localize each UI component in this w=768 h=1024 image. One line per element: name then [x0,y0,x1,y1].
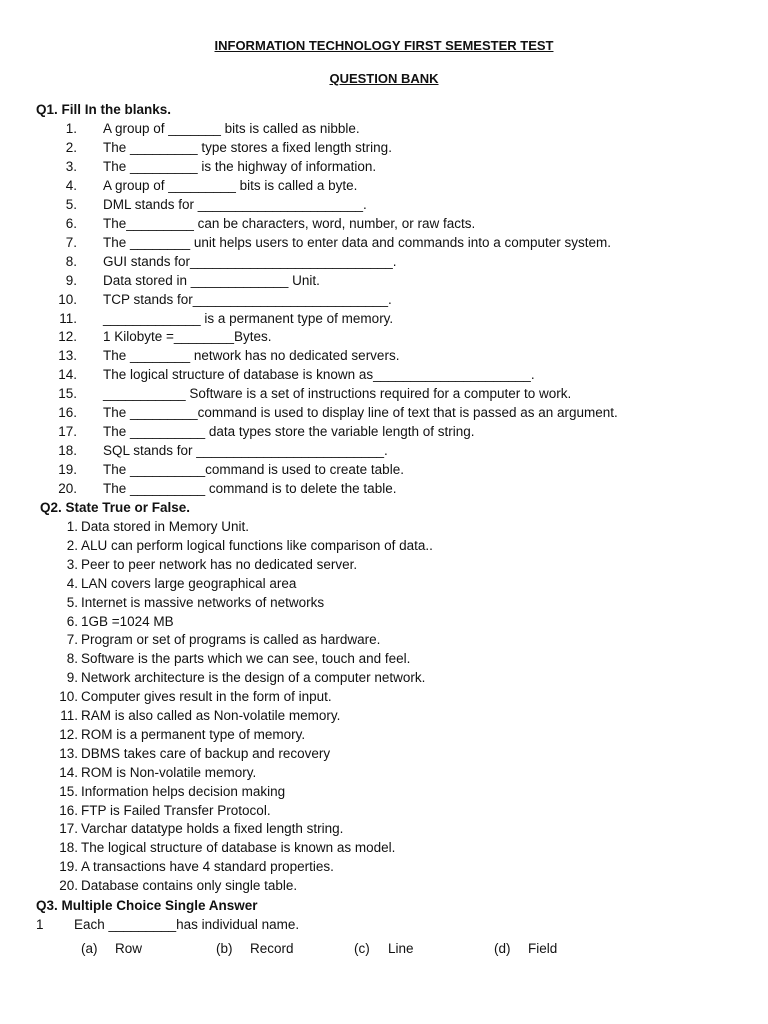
q2-heading: Q2. State True or False. [40,500,191,515]
item-text: ROM is a permanent type of memory. [81,726,306,742]
item-text: Data stored in _____________ Unit. [103,272,320,288]
q3-option-b [216,941,294,956]
item-text: The logical structure of database is known as_____________________. [103,367,535,383]
item-number: 13. [59,745,78,761]
item-text: SQL stands for _________________________. [103,443,388,459]
item-number: 9. [65,272,77,288]
item-number: 3. [65,158,77,174]
item-text: The logical structure of database is known as model. [81,840,396,856]
item-number: 2. [66,537,78,553]
item-number: 4. [65,177,77,193]
item-text: ___________ Software is a set of instructions required for a computer to work. [103,386,572,402]
item-number: 2. [65,139,77,155]
option-text: Row [115,941,143,956]
item-number: 19. [59,859,78,875]
item-text: The _________ type stores a fixed length string. [103,139,392,155]
item-text: The ________ unit helps users to enter data and commands into a computer system. [103,234,612,250]
q3-option-c [354,941,414,956]
item-text: Computer gives result in the form of input. [81,689,332,705]
item-text: A group of _______ bits is called as nibble. [103,121,360,136]
item-number: 14. [58,367,77,383]
item-number: 8. [66,651,78,667]
item-text: Database contains only single table. [81,878,298,894]
item-text: A transactions have 4 standard properties. [81,859,334,875]
option-text: Field [528,941,558,956]
item-text: The __________ command is to delete the table. [103,481,397,497]
item-text: A group of _________ bits is called a byte. [103,177,358,193]
item-number: 12. [58,329,77,345]
item-number: 12. [59,726,78,742]
item-number: 16. [58,405,77,421]
item-number: 20. [58,481,77,497]
q3-heading: Q3. Multiple Choice Single Answer [36,898,258,913]
item-number: 1. [66,519,78,534]
q3-option-d [494,941,557,956]
item-text: The_________ can be characters, word, number, or raw facts. [103,215,476,231]
item-number: 1. [65,121,77,136]
item-text: LAN covers large geographical area [81,575,297,591]
item-text: Internet is massive networks of networks [81,594,325,610]
item-number: 15. [58,386,77,402]
item-number: 18. [58,443,77,459]
item-text: RAM is also called as Non-volatile memory. [81,708,341,723]
option-label: (c) [354,941,370,956]
item-number: 18. [59,840,78,856]
item-number: 17. [58,424,77,440]
item-text: DML stands for ______________________. [103,196,367,212]
option-label: (d) [494,941,511,956]
item-text: The ________ network has no dedicated servers. [103,348,400,364]
item-number: 5. [66,594,78,610]
q3-question-number: 1 [36,917,44,932]
item-text: Peer to peer network has no dedicated server. [81,556,358,572]
item-text: The __________command is used to create table. [103,462,404,478]
item-text: FTP is Failed Transfer Protocol. [81,802,271,818]
item-number: 16. [59,802,78,818]
item-text: The _________command is used to display line of text that is passed as an argument. [103,405,618,421]
item-number: 7. [66,632,78,648]
item-text: TCP stands for__________________________. [103,291,392,307]
item-number: 8. [65,253,77,269]
item-number: 10. [59,689,78,705]
option-label: (b) [216,941,233,956]
item-text: The __________ data types store the variable length of string. [103,424,475,440]
item-number: 10. [58,291,77,307]
item-text: 1GB =1024 MB [81,613,174,629]
item-number: 19. [58,462,77,478]
option-text: Record [250,941,294,956]
option-text: Line [388,941,414,956]
item-number: 17. [59,821,78,837]
document-title: INFORMATION TECHNOLOGY FIRST SEMESTER TEST [214,38,554,53]
item-text: GUI stands for___________________________. [103,253,397,269]
item-text: Network architecture is the design of a computer network. [81,670,426,686]
item-number: 5. [65,196,77,212]
item-text: Data stored in Memory Unit. [81,519,250,534]
item-number: 14. [59,764,78,780]
item-text: Software is the parts which we can see, touch and feel. [81,651,411,667]
item-number: 4. [66,575,78,591]
item-text: Varchar datatype holds a fixed length string. [81,821,344,837]
item-number: 20. [59,878,78,894]
item-number: 3. [66,556,78,572]
item-number: 6. [65,215,77,231]
option-label: (a) [81,941,98,956]
item-number: 11. [59,310,77,326]
item-text: The _________ is the highway of information. [103,158,377,174]
item-text: ALU can perform logical functions like comparison of data.. [81,537,433,553]
item-text: 1 Kilobyte =________Bytes. [103,329,272,345]
item-text: DBMS takes care of backup and recovery [81,745,331,761]
item-number: 7. [65,234,77,250]
q1-heading: Q1. Fill In the blanks. [36,102,172,117]
item-text: ROM is Non-volatile memory. [81,764,257,780]
item-number: 6. [66,613,78,629]
item-text: Information helps decision making [81,783,286,799]
item-number: 9. [66,670,78,686]
q3-option-a [81,941,142,956]
q3-question-text: Each _________has individual name. [74,917,300,932]
item-text: _____________ is a permanent type of memory. [103,310,394,326]
item-number: 15. [59,783,78,799]
item-number: 11. [60,708,78,723]
item-number: 13. [58,348,77,364]
item-text: Program or set of programs is called as hardware. [81,632,381,648]
document-subtitle: QUESTION BANK [329,71,439,86]
